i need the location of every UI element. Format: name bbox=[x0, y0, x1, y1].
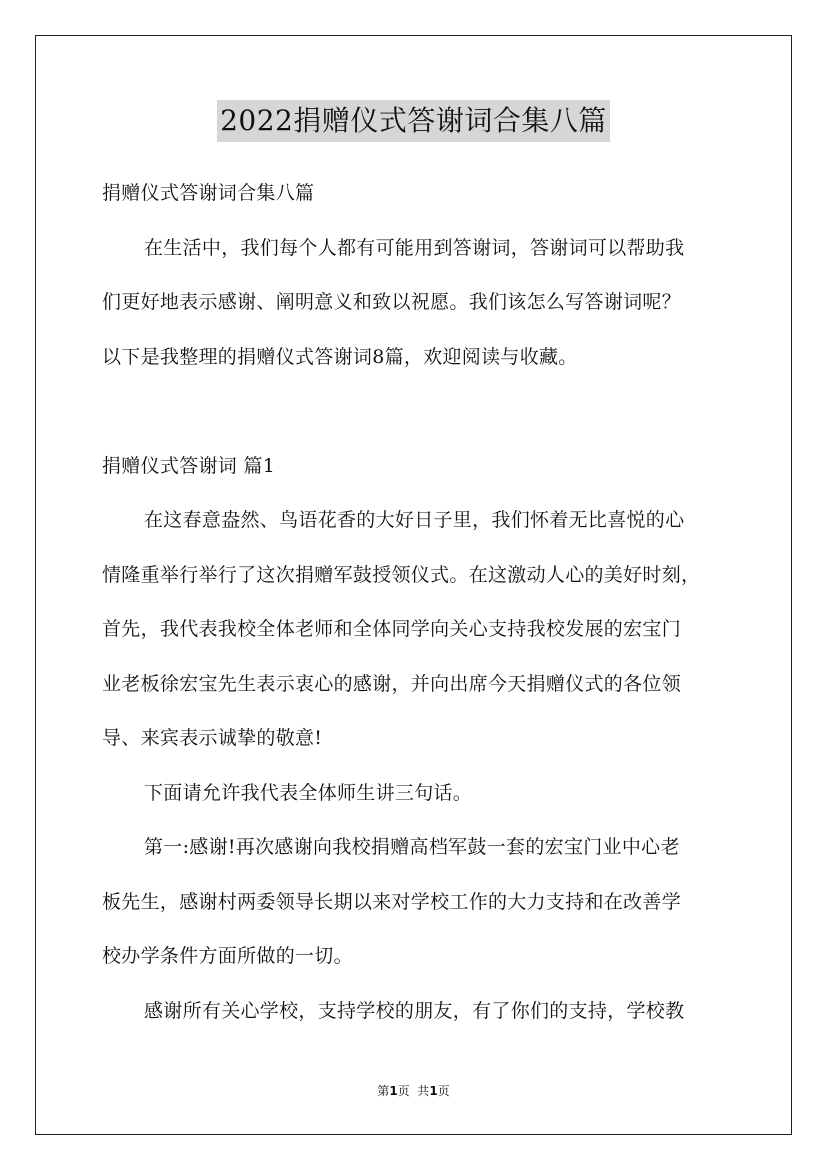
footer-page-prefix: 第 bbox=[377, 1084, 390, 1098]
body-line: 校办学条件方面所做的一切。 bbox=[102, 945, 353, 967]
body-line: 业老板徐宏宝先生表示衷心的感谢，并向出席今天捐赠仪式的各位领 bbox=[102, 672, 682, 695]
intro-line: 在生活中，我们每个人都有可能用到答谢词，答谢词可以帮助我 bbox=[144, 236, 685, 259]
body-line: 首先，我代表我校全体老师和全体同学向关心支持我校发展的宏宝门 bbox=[102, 618, 682, 640]
document-body bbox=[102, 166, 732, 1038]
section-heading: 捐赠仪式答谢词 篇1 bbox=[102, 454, 276, 477]
intro-line: 们更好地表示感谢、阐明意义和致以祝愿。我们该怎么写答谢词呢？ bbox=[102, 291, 682, 313]
subtitle: 捐赠仪式答谢词合集八篇 bbox=[102, 182, 315, 204]
footer-page-suffix: 页 bbox=[437, 1084, 450, 1098]
title-container bbox=[0, 100, 827, 142]
footer-page-number: 1 bbox=[389, 1084, 398, 1098]
page-footer bbox=[0, 1082, 827, 1099]
body-line: 情隆重举行举行了这次捐赠军鼓授领仪式。在这激动人心的美好时刻， bbox=[102, 563, 701, 586]
body-line: 下面请允许我代表全体师生讲三句话。 bbox=[144, 781, 473, 804]
intro-line: 以下是我整理的捐赠仪式答谢词8篇，欢迎阅读与收藏。 bbox=[102, 345, 578, 368]
document-title: 2022捐赠仪式答谢词合集八篇 bbox=[217, 100, 610, 142]
body-line: 第一:感谢!再次感谢向我校捐赠高档军鼓一套的宏宝门业中心老 bbox=[144, 836, 680, 858]
footer-total-pages: 1 bbox=[429, 1084, 438, 1098]
body-line: 板先生，感谢村两委领导长期以来对学校工作的大力支持和在改善学 bbox=[102, 890, 682, 913]
blank-line bbox=[102, 384, 732, 439]
body-line: 在这春意盎然、鸟语花香的大好日子里，我们怀着无比喜悦的心 bbox=[144, 509, 685, 531]
footer-page-mid: 页 共 bbox=[397, 1084, 430, 1098]
body-line: 感谢所有关心学校，支持学校的朋友，有了你们的支持，学校教 bbox=[144, 999, 685, 1022]
body-line: 导、来宾表示诚挚的敬意! bbox=[102, 727, 323, 749]
